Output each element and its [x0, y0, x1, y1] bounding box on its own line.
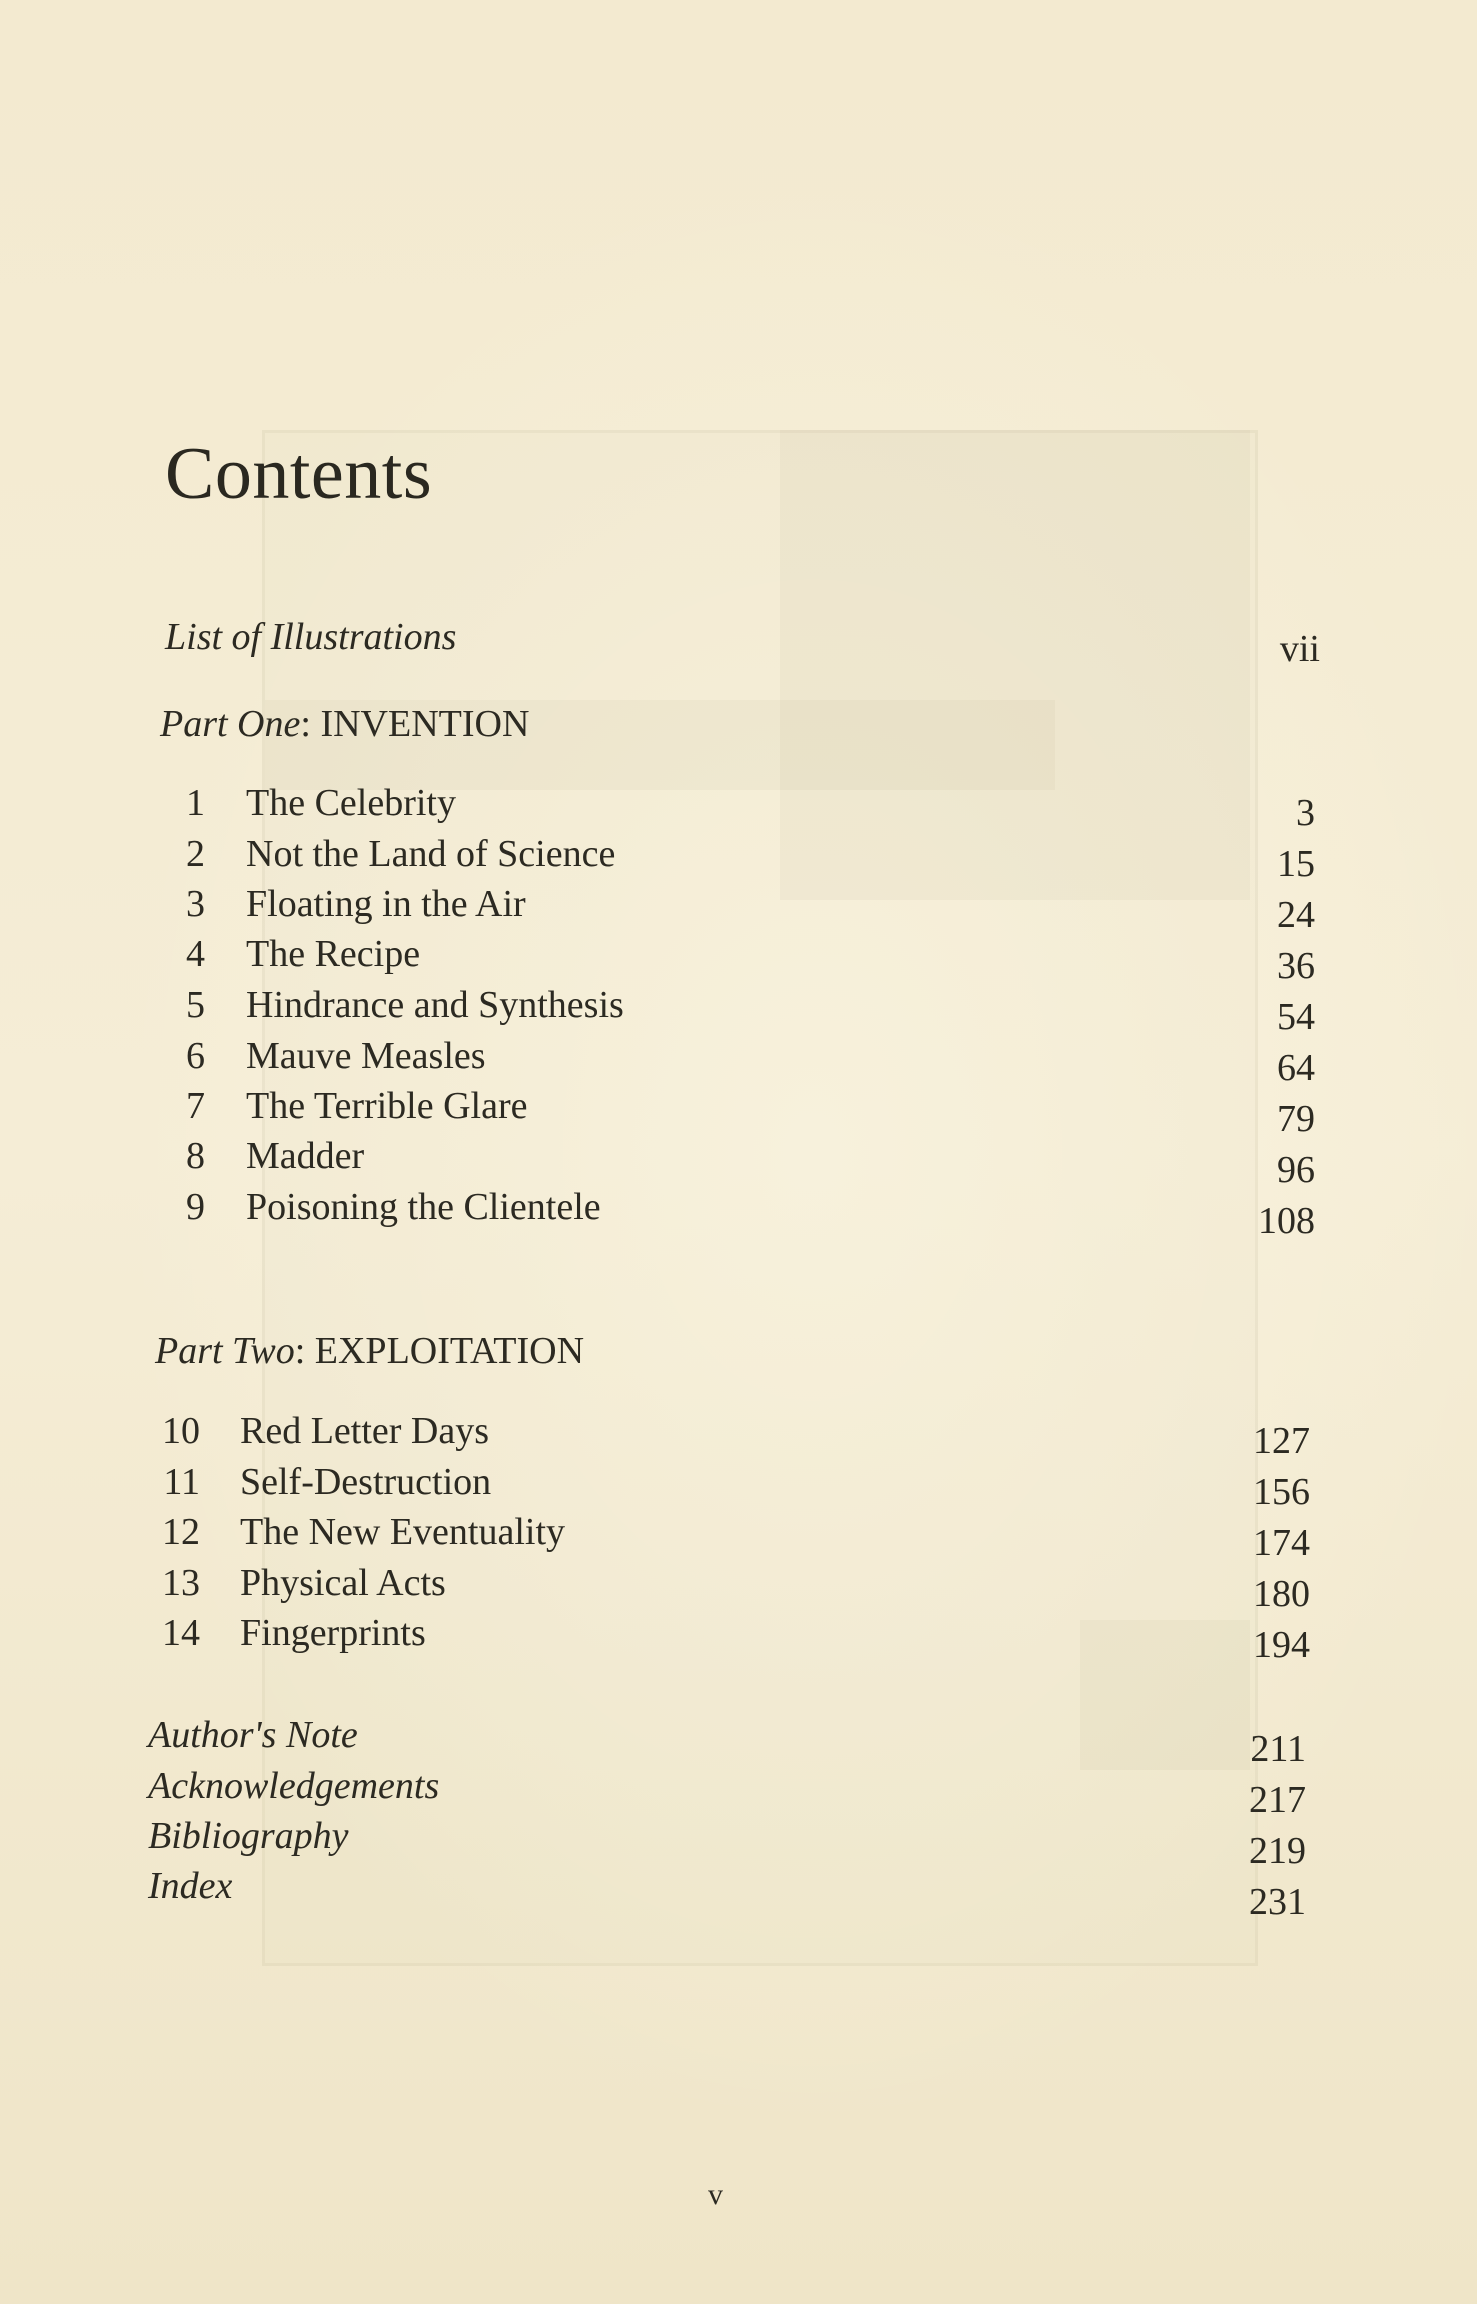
page-number: v — [708, 2178, 723, 2211]
chapter-title: Fingerprints — [240, 1612, 426, 1654]
back-matter-title: Index — [148, 1865, 233, 1907]
chapter-page: 24 — [1277, 894, 1315, 936]
chapter-title: Red Letter Days — [240, 1410, 490, 1452]
chapter-title: Physical Acts — [240, 1562, 446, 1604]
chapter-number: 6 — [186, 1035, 205, 1077]
chapter-number: 9 — [186, 1186, 205, 1228]
part-two-prefix: Part Two — [155, 1330, 295, 1372]
part-one-colon: : — [300, 703, 311, 745]
back-matter-page: 211 — [1250, 1728, 1306, 1770]
chapter-title: Poisoning the Clientele — [246, 1186, 601, 1228]
chapter-page: 174 — [1253, 1522, 1310, 1564]
chapter-number: 4 — [186, 933, 205, 975]
chapter-page: 36 — [1277, 945, 1315, 987]
back-matter-page: 217 — [1249, 1779, 1306, 1821]
chapter-title: The Recipe — [246, 933, 421, 975]
part-two-colon: : — [294, 1330, 306, 1372]
chapter-number: 13 — [162, 1562, 200, 1604]
back-matter-page: 219 — [1249, 1830, 1306, 1872]
chapter-page: 79 — [1277, 1098, 1315, 1140]
chapter-number: 1 — [186, 782, 205, 824]
part-two-heading — [155, 1332, 584, 1370]
part-one-prefix: Part One — [160, 703, 301, 745]
chapter-title: Hindrance and Synthesis — [246, 984, 624, 1026]
chapter-title: The Celebrity — [246, 782, 456, 824]
chapter-title: Self-Destruction — [240, 1461, 492, 1503]
chapter-title: The Terrible Glare — [246, 1085, 528, 1127]
chapter-page: 3 — [1296, 792, 1315, 834]
back-matter-title: Acknowledgements — [148, 1765, 440, 1807]
chapter-page: 96 — [1277, 1149, 1315, 1191]
chapter-number: 7 — [186, 1085, 205, 1127]
back-matter-title: Bibliography — [148, 1815, 349, 1857]
chapter-page: 64 — [1277, 1047, 1315, 1089]
chapter-page: 194 — [1253, 1624, 1310, 1666]
back-matter-page: 231 — [1249, 1881, 1306, 1923]
chapter-page: 15 — [1277, 843, 1315, 885]
part-two-title: EXPLOITATION — [314, 1330, 585, 1372]
chapter-page: 180 — [1253, 1573, 1310, 1615]
chapter-number: 5 — [186, 984, 205, 1026]
part-one-title: INVENTION — [320, 703, 530, 745]
chapter-page: 108 — [1258, 1200, 1315, 1242]
page-title: Contents — [165, 433, 433, 515]
part-one-heading — [160, 705, 529, 743]
chapter-number: 14 — [162, 1612, 200, 1654]
chapter-title: Not the Land of Science — [246, 833, 616, 875]
back-matter-title: Author's Note — [148, 1714, 358, 1756]
chapter-number: 10 — [162, 1410, 200, 1452]
chapter-title: The New Eventuality — [240, 1511, 566, 1553]
toc-entry-illustrations: List of Illustrations — [165, 616, 457, 658]
toc-page-illustrations: vii — [1279, 628, 1320, 670]
chapter-page: 54 — [1277, 996, 1315, 1038]
chapter-number: 11 — [163, 1461, 200, 1503]
chapter-title: Madder — [246, 1135, 365, 1177]
chapter-page: 127 — [1253, 1420, 1310, 1462]
show-through-block — [780, 430, 1250, 900]
chapter-number: 12 — [162, 1511, 200, 1553]
chapter-title: Mauve Measles — [246, 1035, 486, 1077]
chapter-title: Floating in the Air — [246, 883, 526, 925]
chapter-number: 8 — [186, 1135, 205, 1177]
chapter-page: 156 — [1253, 1471, 1310, 1513]
chapter-number: 3 — [186, 883, 205, 925]
chapter-number: 2 — [186, 833, 205, 875]
